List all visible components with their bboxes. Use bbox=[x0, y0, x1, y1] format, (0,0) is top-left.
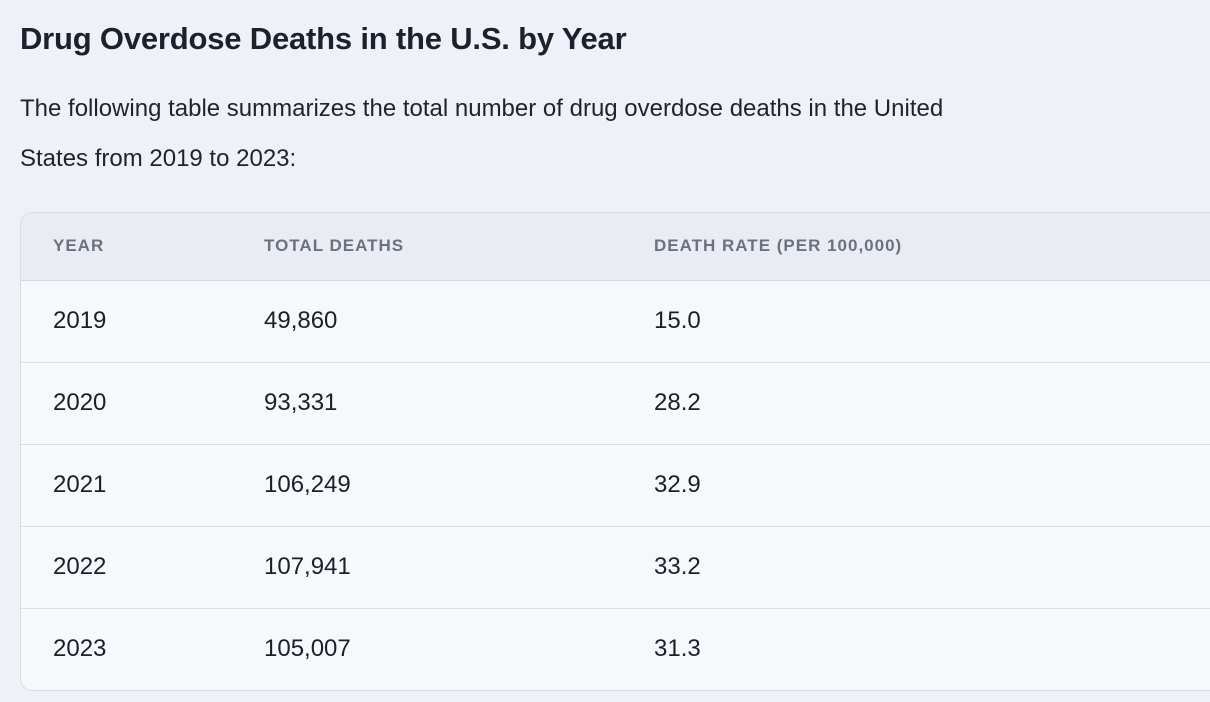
table-cell: 2021 bbox=[21, 444, 232, 526]
table-cell: 49,860 bbox=[264, 307, 338, 334]
table-cell: 93,331 bbox=[232, 362, 622, 444]
table-cell: 2023 bbox=[21, 608, 232, 690]
table-cell: 28.2 bbox=[622, 362, 1210, 444]
table-cell: 107,941 bbox=[232, 526, 622, 608]
data-table-container bbox=[20, 212, 1210, 691]
page-title: Drug Overdose Deaths in the U.S. by Year bbox=[20, 21, 627, 56]
table-cell: 105,007 bbox=[232, 608, 622, 690]
column-header: TOTAL DEATHS bbox=[232, 213, 622, 280]
intro-text: The following table summarizes the total number of drug overdose deaths in the United States from 2019 to 2023: bbox=[20, 95, 944, 172]
overdose-deaths-table bbox=[21, 213, 1210, 690]
table-row bbox=[21, 608, 1210, 690]
table-cell: 33.2 bbox=[622, 526, 1210, 608]
table-cell: 2020 bbox=[21, 362, 232, 444]
table-row bbox=[21, 280, 1210, 362]
column-header: DEATH RATE (PER 100,000) bbox=[622, 213, 1210, 280]
table-cell: 2022 bbox=[21, 526, 232, 608]
table-row bbox=[21, 526, 1210, 608]
table-cell: 31.3 bbox=[622, 608, 1210, 690]
table-cell: 106,249 bbox=[232, 444, 622, 526]
table-cell: 15.0 bbox=[654, 307, 701, 334]
table-body bbox=[21, 280, 1210, 690]
table-row bbox=[21, 444, 1210, 526]
table-cell: 2019 bbox=[53, 307, 107, 334]
table-row bbox=[21, 362, 1210, 444]
table-header bbox=[21, 213, 1210, 280]
table-cell: 32.9 bbox=[622, 444, 1210, 526]
content-area bbox=[0, 20, 1210, 691]
column-header: YEAR bbox=[21, 213, 232, 280]
table-header-row bbox=[21, 213, 1210, 280]
